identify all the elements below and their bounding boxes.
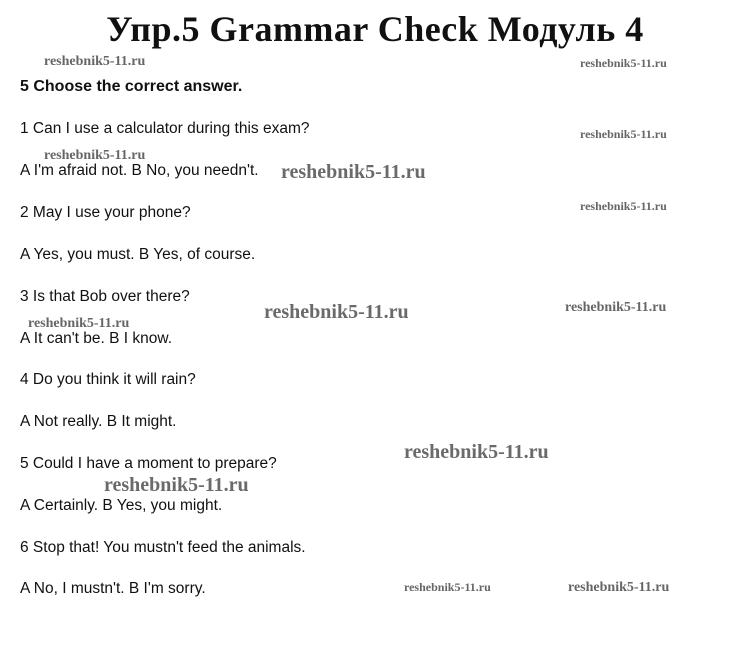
- watermark: reshebnik5-11.ru: [580, 56, 667, 70]
- answer-options-1: A I'm afraid not. B No, you needn't.: [20, 162, 259, 179]
- exercise-heading: 5 Choose the correct answer.: [20, 78, 243, 95]
- answer-options-5: A Certainly. B Yes, you might.: [20, 497, 223, 514]
- watermark: reshebnik5-11.ru: [28, 316, 130, 331]
- watermark: reshebnik5-11.ru: [404, 441, 549, 463]
- question-2: 2 May I use your phone?: [20, 204, 191, 221]
- answer-options-6: A No, I mustn't. B I'm sorry.: [20, 580, 206, 597]
- watermark: reshebnik5-11.ru: [568, 580, 670, 595]
- question-4: 4 Do you think it will rain?: [20, 371, 196, 388]
- watermark: reshebnik5-11.ru: [264, 301, 409, 323]
- watermark: reshebnik5-11.ru: [580, 127, 667, 141]
- answer-options-2: A Yes, you must. B Yes, of course.: [20, 246, 256, 263]
- watermark: reshebnik5-11.ru: [565, 300, 667, 315]
- watermark: reshebnik5-11.ru: [104, 474, 249, 496]
- watermark: reshebnik5-11.ru: [404, 580, 491, 594]
- page-title: Упр.5 Grammar Check Модуль 4: [106, 9, 644, 49]
- question-3: 3 Is that Bob over there?: [20, 288, 190, 305]
- watermark: reshebnik5-11.ru: [44, 54, 146, 69]
- watermark: reshebnik5-11.ru: [580, 199, 667, 213]
- question-1: 1 Can I use a calculator during this exam?: [20, 120, 310, 137]
- watermark: reshebnik5-11.ru: [44, 148, 146, 163]
- question-6: 6 Stop that! You mustn't feed the animals.: [20, 539, 306, 556]
- answer-options-4: A Not really. B It might.: [20, 413, 177, 430]
- question-5: 5 Could I have a moment to prepare?: [20, 455, 277, 472]
- answer-options-3: A It can't be. B I know.: [20, 330, 173, 347]
- watermark: reshebnik5-11.ru: [281, 161, 426, 183]
